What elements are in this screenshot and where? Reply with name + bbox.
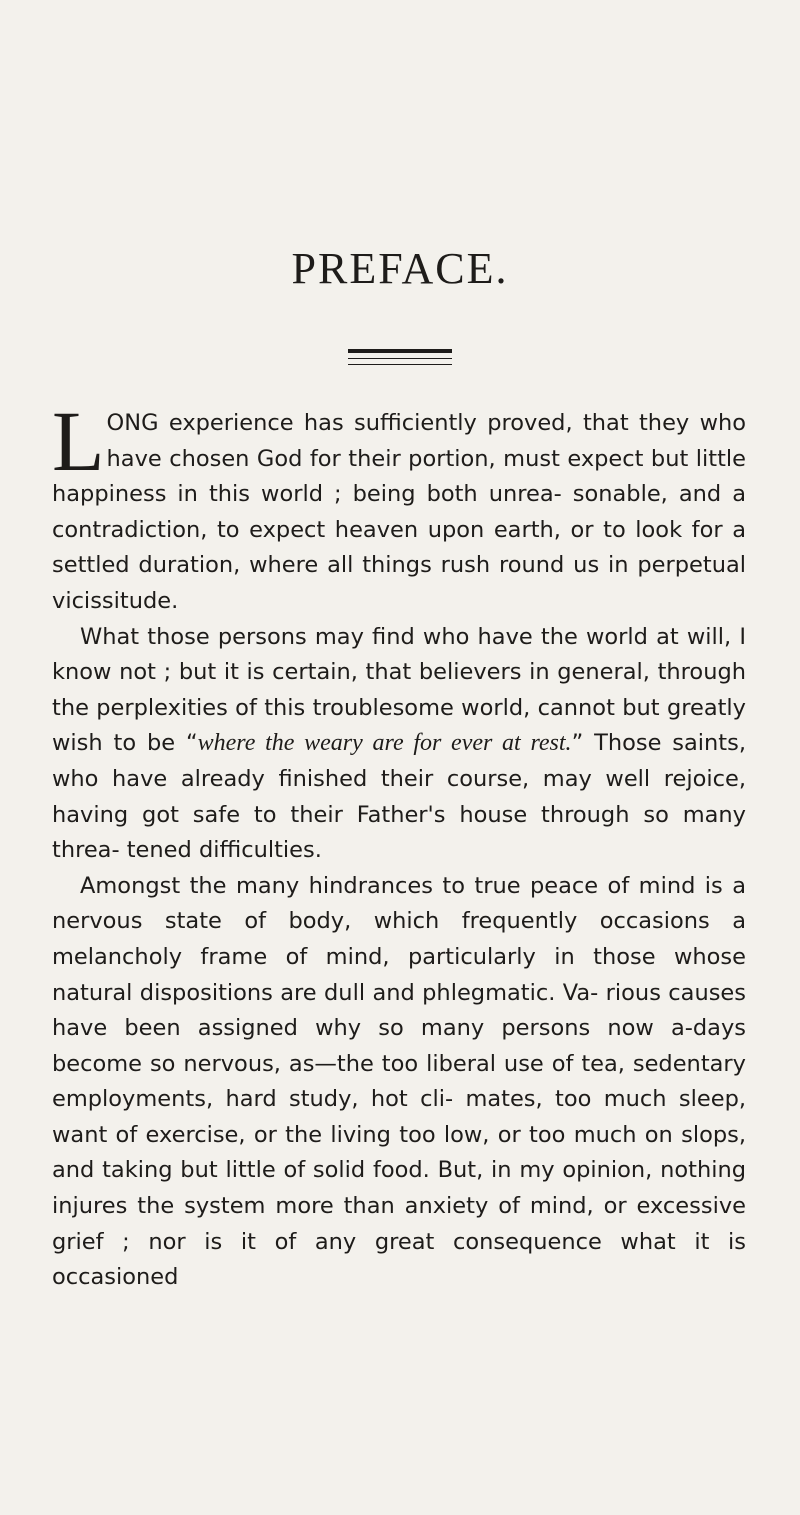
title-rule-thin xyxy=(348,364,452,365)
paragraph-text: Amongst the many hindrances to true peace of mind is a nervous state of body, which frequently occasions a melancholy frame of mind, particularly in those whose natural dispositions are dull and phlegmatic. Va- rious causes have been assigned why so many persons now a-days become so nervous, as—the too liberal use of tea, sedentary employments, hard study, hot cli- mates, too much sleep, want of exercise, or the living too low, or too much on slops, and taking but little of solid food. But, in my opinion, nothing injures the system more than anxiety of mind, or excessive grief ; nor is it of any great consequence what it is occasioned xyxy=(52,872,746,1291)
paragraph-text: experience has sufficiently proved, that they who have chosen God for their portion, must expect but little happiness in this world ; being both unrea- sonable, and a contradiction, to expect heaven upon earth, or to look for a settled duration, where all things rush round us in perpetual vicissitude. xyxy=(52,410,746,614)
italic-quote: where the weary are for ever at rest. xyxy=(197,730,572,757)
paragraph-1 xyxy=(52,393,746,620)
drop-cap: L xyxy=(52,393,105,489)
paragraph-2 xyxy=(52,620,746,869)
title-rule-thick xyxy=(348,349,452,353)
paragraph-text: ” Those saints, who have already finished their course, may well rejoice, having got safe to their Father's house through so many threa- tened difficulties. xyxy=(52,730,747,864)
page-title: PREFACE. xyxy=(291,244,509,293)
paragraph-3 xyxy=(52,869,746,1296)
lead-word: ONG xyxy=(106,410,159,436)
body-text xyxy=(52,393,747,1296)
paragraph-text: What those persons may find who have the world at will, I know not ; but it is certain, that believers in general, through the perplexities of this troublesome world, cannot but greatly wish to be “ xyxy=(52,623,746,757)
title-rule-thin xyxy=(348,358,452,359)
